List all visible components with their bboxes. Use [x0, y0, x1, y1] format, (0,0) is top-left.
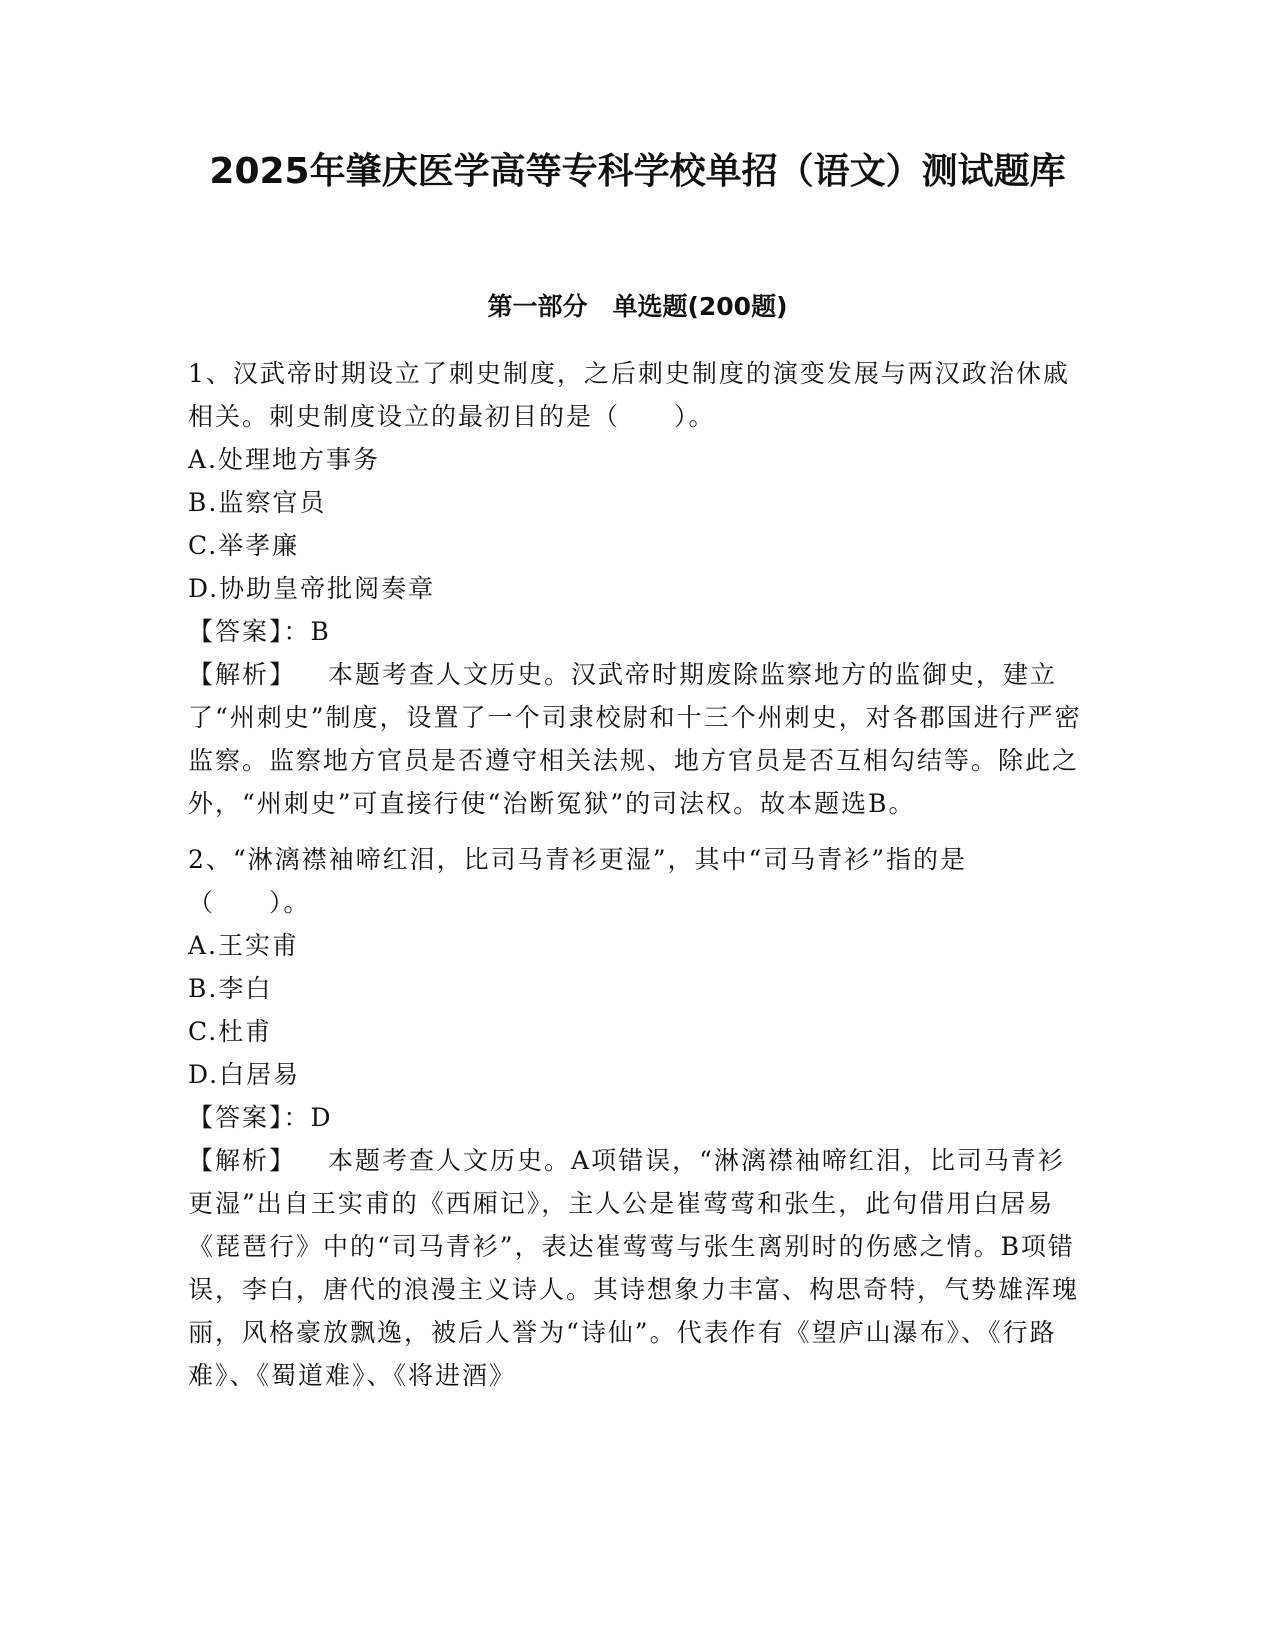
option-b: B.监察官员: [188, 488, 327, 517]
question-item: [188, 352, 1088, 825]
analysis-label: 【解析】: [188, 1146, 297, 1175]
question-item: [188, 838, 1088, 1397]
answer-line: [188, 610, 1088, 653]
section-title: 第一部分 单选题(200题): [487, 292, 788, 321]
option-c: C.举孝廉: [188, 531, 300, 560]
option-b: B.李白: [188, 974, 273, 1003]
analysis-paragraph: [188, 1139, 1088, 1397]
answer-label: 【答案】：: [188, 1103, 311, 1132]
analysis-label: 【解析】: [188, 660, 297, 689]
answer-value: B: [310, 617, 331, 646]
question-stem: 1、汉武帝时期设立了刺史制度，之后刺史制度的演变发展与两汉政治休戚相关。刺史制度设立的最初目的是（ ）。: [188, 359, 1070, 431]
answer-line: [188, 1096, 1088, 1139]
question-stem: 2、“淋漓襟袖啼红泪，比司马青衫更湿”，其中“司马青衫”指的是（ ）。: [188, 845, 968, 917]
option-a: A.处理地方事务: [188, 445, 381, 474]
option-a: A.王实甫: [188, 931, 300, 960]
document-title: 2025年肇庆医学高等专科学校单招（语文）测试题库: [209, 151, 1066, 192]
option-d: D.协助皇帝批阅奏章: [188, 574, 436, 603]
option-c: C.杜甫: [188, 1017, 273, 1046]
answer-label: 【答案】：: [188, 617, 311, 646]
answer-value: D: [310, 1103, 333, 1132]
analysis-paragraph: [188, 653, 1088, 825]
analysis-text: 本题考查人文历史。A项错误，“淋漓襟袖啼红泪，比司马青衫更湿”出自王实甫的《西厢记》，主人公是崔莺莺和张生，此句借用白居易《琵琶行》中的“司马青衫”，表达崔莺莺与张生离别时的伤感之情。B项错误，李白，唐代的浪漫主义诗人。其诗想象力丰富、构思奇特，气势雄浑瑰丽，风格豪放飘逸，被后人誉为“诗仙”。代表作有《望庐山瀑布》、《行路难》、《蜀道难》、《将进酒》: [188, 1146, 1080, 1390]
option-d: D.白居易: [188, 1060, 301, 1089]
analysis-text: 本题考查人文历史。汉武帝时期废除监察地方的监御史，建立了“州刺史”制度，设置了一个司隶校尉和十三个州刺史，对各郡国进行严密监察。监察地方官员是否遵守相关法规、地方官员是否互相勾结等。除此之外，“州刺史”可直接行使“治断冤狱”的司法权。故本题选B。: [188, 660, 1082, 818]
question-list: [188, 352, 1088, 1410]
